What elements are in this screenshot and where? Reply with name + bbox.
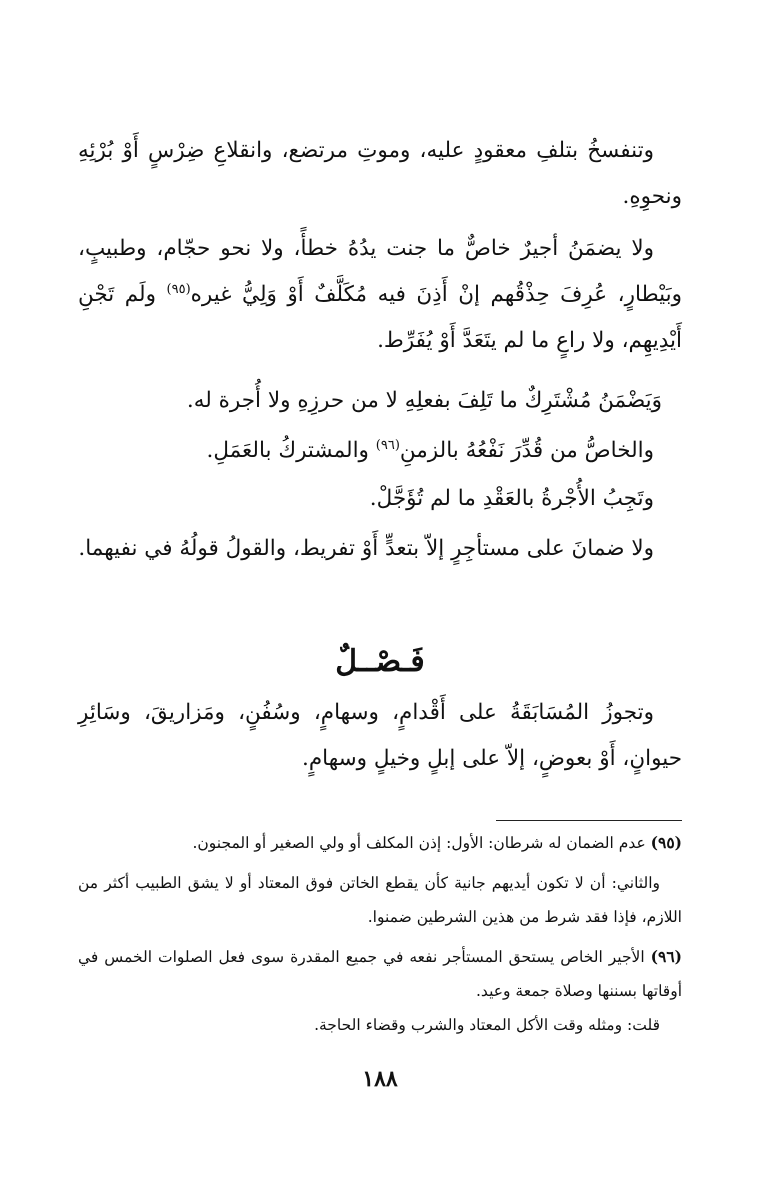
paragraph-text-cont: ولَم تَجْنِ أَيْدِيهِم، ولا راعٍ ما لم يتَعَدَّ أَوْ يُفَرِّط. (78, 282, 682, 353)
paragraph-text: ولا يضمَنُ أجيرٌ خاصٌّ ما جنت يدُهُ خطأً، ولا نحو حجّام، وطبيبٍ، وبَيْطارٍ، عُرِفَ حِذْقُهم إنْ أَذِنَ فيه مُكَلَّفٌ أَوْ وَلِيُّ غيره (78, 236, 683, 307)
paragraph-text: وتنفسخُ بتلفِ معقودٍ عليه، وموتِ مرتضع، وانقلاعِ ضِرْسٍ أَوْ بُرْئِهِ ونحوِهِ. (78, 138, 682, 209)
paragraph-text: والخاصُّ من قُدِّرَ نَفْعُهُ بالزمنِ (399, 438, 654, 463)
paragraph-shared-worker (78, 378, 690, 424)
page-number: ١٨٨ (362, 1066, 398, 1092)
paragraph-text: وتَجِبُ الأُجْرةُ بالعَقْدِ ما لم تُؤَجَّلْ. (369, 486, 654, 511)
footnote-number: (٩٦) (650, 947, 682, 966)
paragraph-text: ولا ضمانَ على مستأجِرٍ إلاّ بتعدٍّ أَوْ تفريط، والقولُ قولُهُ في نفيهما. (78, 536, 654, 561)
footnote-95-continued (78, 866, 682, 934)
footnote-text: والثاني: أن لا تكون أيديهم جانية كأن يقطع الخاتن فوق المعتاد أو لا يشق الطبيب أكثر من اللازم، فإذا فقد شرط من هذين الشرطين ضمنوا. (78, 874, 682, 926)
footnote-95 (78, 826, 682, 860)
footnote-ref-96[interactable]: (٩٦) (375, 437, 400, 453)
footnote-number: (٩٥) (650, 833, 682, 852)
footnote-text: عدم الضمان له شرطان: الأول: إذن المكلف أو ولي الصغير أو المجنون. (192, 834, 651, 852)
paragraph-text-cont: والمشتركُ بالعَمَلِ. (206, 438, 376, 463)
paragraph-definitions (78, 428, 682, 474)
paragraph-text: وَيَضْمَنُ مُشْتَرِكٌ ما تَلِفَ بفعلِهِ لا من حرزِهِ ولا أُجرة له. (186, 388, 662, 413)
footnote-text: الأجير الخاص يستحق المستأجر نفعه في جميع المقدرة سوى فعل الصلوات الخمس في أوقاتها بسننها وصلاة جمعة وعيد. (78, 948, 682, 1000)
footnote-96 (78, 940, 682, 1008)
footnote-ref-95[interactable]: (٩٥) (166, 281, 191, 297)
paragraph-tenant-liability (78, 526, 682, 572)
paragraph-text: وتجوزُ المُسَابَقَةُ على أَقْدامٍ، وسهامٍ، وسُفُنٍ، ومَزاريقَ، وسَائِرِ حيوانٍ، أَوْ بعوضٍ، إلاّ على إبلٍ وخيلٍ وسهامٍ. (78, 700, 682, 771)
paragraph-racing (78, 690, 682, 782)
section-heading: فَـصْــلٌ (335, 644, 425, 679)
paragraph-contract-termination (78, 128, 682, 220)
footnote-divider (496, 820, 682, 821)
paragraph-hired-worker-liability (78, 226, 682, 364)
footnote-96-continued (78, 1008, 682, 1042)
footnote-text: قلت: ومثله وقت الأكل المعتاد والشرب وقضاء الحاجة. (314, 1016, 660, 1034)
paragraph-wage-due (78, 476, 682, 522)
